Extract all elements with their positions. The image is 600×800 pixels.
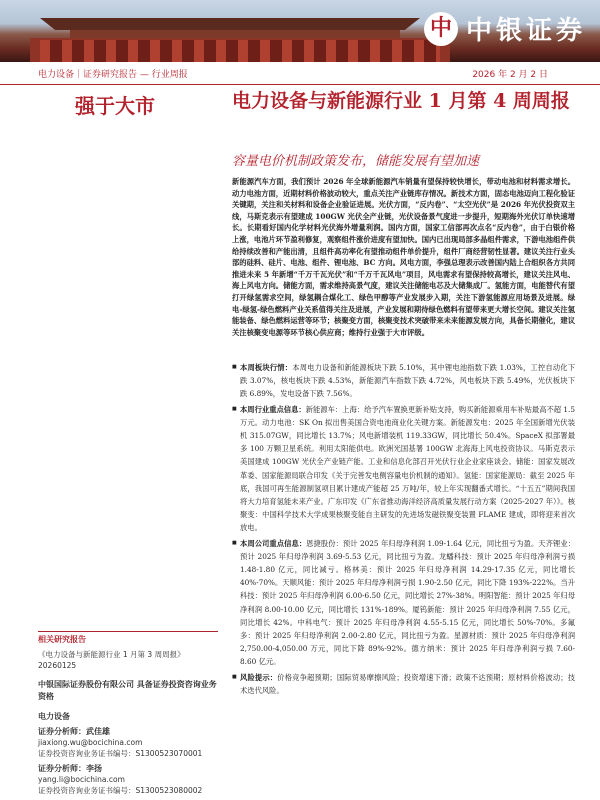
brand	[424, 10, 586, 47]
brand-name: 中银证券	[465, 16, 586, 46]
bullet-head: 本周公司重点信息：	[240, 538, 307, 548]
bullet-sector-market	[232, 361, 575, 401]
analyst-cert: 证券投资咨询业务证书编号：S1300523080002	[38, 786, 203, 795]
bullet-head: 本周行业重点信息：	[240, 404, 306, 414]
analyst-email[interactable]: yang.li@bocichina.com	[38, 775, 125, 784]
bullet-body: 价格竞争超预期；国际贸易摩擦风险；投资增速下滑；政策不达预期；原材料价格波动；技术迭代风险。	[240, 672, 576, 695]
report-date: 2026 年 2 月 2 日	[472, 70, 548, 80]
bullet-head: 本周板块行情：	[240, 363, 293, 372]
related-report-link[interactable]: 《电力设备与新能源行业 1 月第 3 周周报》 20260125	[38, 650, 185, 670]
analyst-name: 证券分析师：武佳雄	[38, 727, 110, 736]
palace-eave-graphic	[70, 30, 400, 38]
bullet-head: 风险提示：	[240, 672, 278, 682]
company-name: 中银国际证券股份有限公司 具备证券投资咨询业务资格	[38, 680, 217, 701]
report-title: 电力设备与新能源行业 1 月第 4 周周报	[232, 90, 570, 112]
analyst-email[interactable]: jiaxiong.wu@bocichina.com	[38, 738, 143, 747]
bullet-body: 新能源车：上海：给予汽车置换更新补贴支持，购买新能源乘用车补贴最高不超 1.5 万元。动力电池：SK On 拟出售美国合资电池商业化关键方案。新能源发电：2025 年全国新增光伏装机 315.07GW，同比增长 13.7%；风电新增装机 119.33GW，同比增长 50.4%。SpaceX 拟部署最多 100 万颗卫星系统。利用太阳能供电。欧洲光国基署 100GW 北海海上风电投资协议。马斯克表示美国建成 100GW 光伏全产业链产能。工业和信息化部召开光伏行业企业家座谈会。储能：国家发展改革委、国家能源局联合印发《关于完善发电侧容量电价机制的通知》。氢能：国家能源局：截至 2025 年底，我国可再生能源制氢项目累计建成产能超 25 万吨/年，较上年实现翻番式增长。“十五五”期间我国将大力培育氢能未来产业。广东印发《广东省推动海洋经济高质量发展行动方案（2025-2027 年）》。核聚变：中国科学技术大学成果核聚变能自主研发的先进场发磁铁聚变装置 FLAME 建成，即将迎来首次放电。	[240, 404, 576, 533]
report-category: 电力设备｜证券研究报告 — 行业周报	[38, 70, 188, 80]
palace-roof-graphic	[40, 18, 420, 30]
report-meta-bar	[0, 62, 600, 85]
bullet-body: 本周电力设备和新能源板块下跌 5.10%，其中锂电池指数下跌 1.03%，工控自动化下跌 3.07%，核电板块下跌 4.53%，新能源汽车指数下跌 4.72%，风电板块下跌 5.49%，光伏板块下跌 6.89%，发电设备下跌 7.56%。	[240, 363, 576, 399]
bullet-risk	[232, 671, 575, 697]
summary-paragraph: 新能源汽车方面，我们预计 2026 年全球新能源汽车销量有望保持较快增长，带动电池和材料需求增长。动力电池方面，近期材料价格波动较大，重点关注产业链库存情况。新技术方面，固态电池迈向工程化验证关键期，关注和关材料和设备企业验证进展。光伏方面，“反内卷”、“太空光伏”是 2026 年光伏投资双主线，马斯克表示有望建成 100GW 光伏全产业链，光伏设备景气度进一步提升，短期海外光伏订单快速增长。长期看好国内化学材料光伏海外增量利润。国内方面，国家工信部再次点名“反内卷”，由于白银价格上涨，电池片环节盈利修复，观察组件涨价进度有望加快。国内已出现局部多晶组件需求，下游电池组件供给持续改善和产能出清，且组件高功率化有望推动组件单价提升，组件厂商经营韧性显著。建议关注行业头部的硅料、硅片、电池、组件、锂电池、BC 方向。风电方面，李强总理表示改善国内陆上合组织各方共同推进未来 5 年新增“千万千瓦光伏”和“千万千瓦风电”项目，风电需求有望保持较高增长，建议关注风电、海上风电方向。储能方面，需求维持高景气度，建议关注储能电芯及大储集成厂。氢能方面，电能替代有望打开绿氢需求空间，绿氢耦合煤化工、绿色甲醇等产业发展步入期，关注下游氢能源应用场景及进展。绿电-绿氢-绿色燃料产业关系值得关注及进展，产业发展和期待绿色燃料有望带来更大增长空间。建议关注氢能装备、绿色燃料运营等环节；核聚变方面，核聚变技术突破带来未来能源发展方向，具备长期催化，建议关注核聚变电源等环节核心供应商；维持行业强于大市评级。	[232, 177, 576, 337]
rating: 强于大市	[75, 94, 155, 118]
analyst-1	[38, 726, 218, 759]
bullet-industry-news	[232, 403, 575, 535]
palace-pillars-graphic	[40, 40, 440, 62]
analyst-2	[38, 763, 218, 796]
header-banner	[0, 0, 600, 62]
related-reports-title: 相关研究报告	[38, 631, 218, 645]
analyst-name: 证券分析师：李扬	[38, 764, 102, 773]
report-subtitle: 容量电价机制政策发布，储能发展有望加速	[232, 154, 480, 169]
bullet-body: 恩捷股份：预计 2025 年归母净利润 1.09-1.64 亿元，同比扭亏为盈。天齐锂业：预计 2025 年归母净利润 3.69-5.53 亿元，同比扭亏为盈。龙蟠科技：预计 2025 年归母净利润亏损 1.48-1.80 亿元，同比减亏。格林美：预计 2025 年归母净利润 14.29-17.35 亿元，同比增长 40%-70%。天顺风能：预计 2025 年归母净利润亏损 1.90-2.50 亿元，同比下降 193%-222%。当升科技：预计 2025 年归母净利润 6.00-6.50 亿元，同比增长 27%-38%。明阳智能：预计 2025 年归母净利润 8.00-10.00 亿元，同比增长 131%-189%。厦钨新能：预计 2025 年归母净利润 7.55 亿元，同比增长 42%。中科电气：预计 2025 年归母净利润 4.55-5.15 亿元，同比增长 50%-70%。多氟多：预计 2025 年归母净利润 2.00-2.80 亿元，同比扭亏为盈。星源材质：预计 2025 年归母净利润 2,750.00-4,050.00 万元，同比下降 89%-92%。德方纳米：预计 2025 年归母净利润亏损 7.60-8.60 亿元。	[240, 538, 575, 667]
analyst-cert: 证券投资咨询业务证书编号：S1300523070001	[38, 749, 203, 758]
industry-label: 电力设备	[38, 712, 70, 721]
bank-of-china-logo-icon: 中	[424, 12, 458, 46]
key-points-list	[232, 361, 575, 699]
bullet-company-news	[232, 537, 575, 669]
